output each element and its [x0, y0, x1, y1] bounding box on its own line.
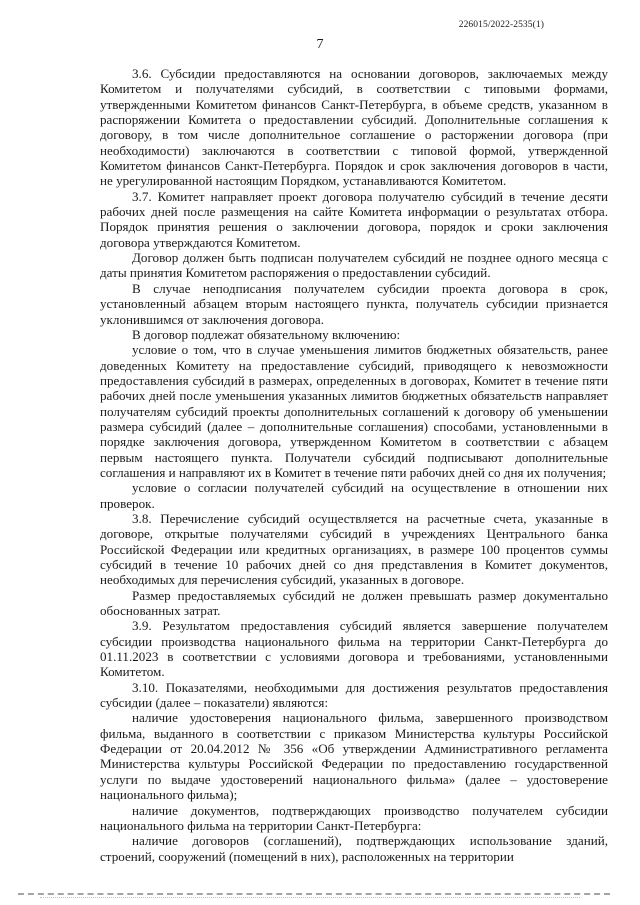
document-id: 226015/2022-2535(1) — [458, 20, 544, 30]
paragraph-3-6: 3.6. Субсидии предоставляются на основании договоров, заключаемых между Комитетом и получателями субсидий, в соответствии с типовыми формами, утвержденными Комитетом финансов Санкт-Петербурга, в объеме средств, указанном в распоряжении Комитета о предоставлении субсидий. Дополнительные соглашения к договору, в том числе дополнительное соглашение о расторжении договора (при необходимости) заключаются в соответствии с типовой формой, утвержденной Комитетом финансов Санкт-Петербурга. Порядок и срок заключения договоров в части, не урегулированной настоящим Порядком, устанавливаются Комитетом. — [100, 66, 608, 189]
document-body — [100, 66, 608, 864]
scan-edge-line — [18, 893, 610, 895]
paragraph-non-signing: В случае неподписания получателем субсидии проекта договора в срок, установленный абзацем вторым настоящего пункта, получатель субсидии признается уклонившимся от заключения договора. — [100, 280, 608, 327]
paragraph-production-documents: наличие документов, подтверждающих производство получателем субсидии национального фильма на территории Санкт-Петербурга: — [100, 802, 608, 833]
paragraph-film-certificate: наличие удостоверения национального фильма, завершенного производством фильма, выданного в соответствии с приказом Министерства культуры Российской Федерации от 20.04.2012 № 356 «Об утверждении Административного регламента Министерства культуры Российской Федерации по предоставлению государственной услуги по выдаче удостоверений национального фильма» (далее – удостоверение национального фильма); — [100, 710, 608, 803]
paragraph-mandatory-terms: В договор подлежат обязательному включению: — [132, 326, 401, 342]
paragraph-audit-consent: условие о согласии получателей субсидий на осуществление в отношении них проверок. — [100, 480, 608, 511]
paragraph-agreements: наличие договоров (соглашений), подтверждающих использование зданий, строений, сооружений (помещений в них), расположенных на территории — [100, 833, 608, 864]
paragraph-3-8: 3.8. Перечисление субсидий осуществляется на расчетные счета, указанные в договоре, открытые получателями субсидий в учреждениях Центрального банка Российской Федерации или кредитных организациях, в размере 100 процентов суммы субсидий в течение 10 рабочих дней со дня представления в Комитет документов, необходимых для перечисления субсидий, указанных в договоре. — [100, 510, 608, 588]
scan-edge-line-secondary — [40, 897, 580, 898]
paragraph-contract-signing: Договор должен быть подписан получателем субсидий не позднее одного месяца с даты принятия Комитетом распоряжения о предоставлении субсидий. — [100, 250, 608, 281]
page-number: 7 — [316, 37, 324, 52]
paragraph-subsidy-size: Размер предоставляемых субсидий не должен превышать размер документально обоснованных затрат. — [100, 587, 608, 619]
paragraph-3-7: 3.7. Комитет направляет проект договора получателю субсидий в течение десяти рабочих дней после размещения на сайте Комитета информации о результатах отбора. Порядок принятия решения о заключении договора, порядок и сроки заключения договора утверждаются Комитетом. — [100, 188, 608, 250]
paragraph-3-10: 3.10. Показателями, необходимыми для достижения результатов предоставления субсидии (далее – показатели) являются: — [100, 679, 608, 711]
paragraph-3-9: 3.9. Результатом предоставления субсидий является завершение получателем субсидии производства национального фильма на территории Санкт-Петербурга до 01.11.2023 в соответствии с условиями договора и требованиями, установленными Комитетом. — [100, 618, 608, 680]
paragraph-limits-condition: условие о том, что в случае уменьшения лимитов бюджетных обязательств, ранее доведенных Комитету на предоставление субсидий, приводящего к невозможности предоставления субсидий в размерах, определенных в договорах, Комитет в течение пяти рабочих дней после уменьшения указанных лимитов бюджетных обязательств направляет получателям субсидий проекты дополнительных соглашений к договору об уменьшении размера субсидий (далее – дополнительные соглашения) способами, установленными в порядке заключения договора, утвержденном Комитетом в соответствии с абзацем первым настоящего пункта. Получатели субсидий подписывают дополнительные соглашения и направляют их в Комитет в течение пяти рабочих дней со дня их получения; — [100, 342, 608, 480]
